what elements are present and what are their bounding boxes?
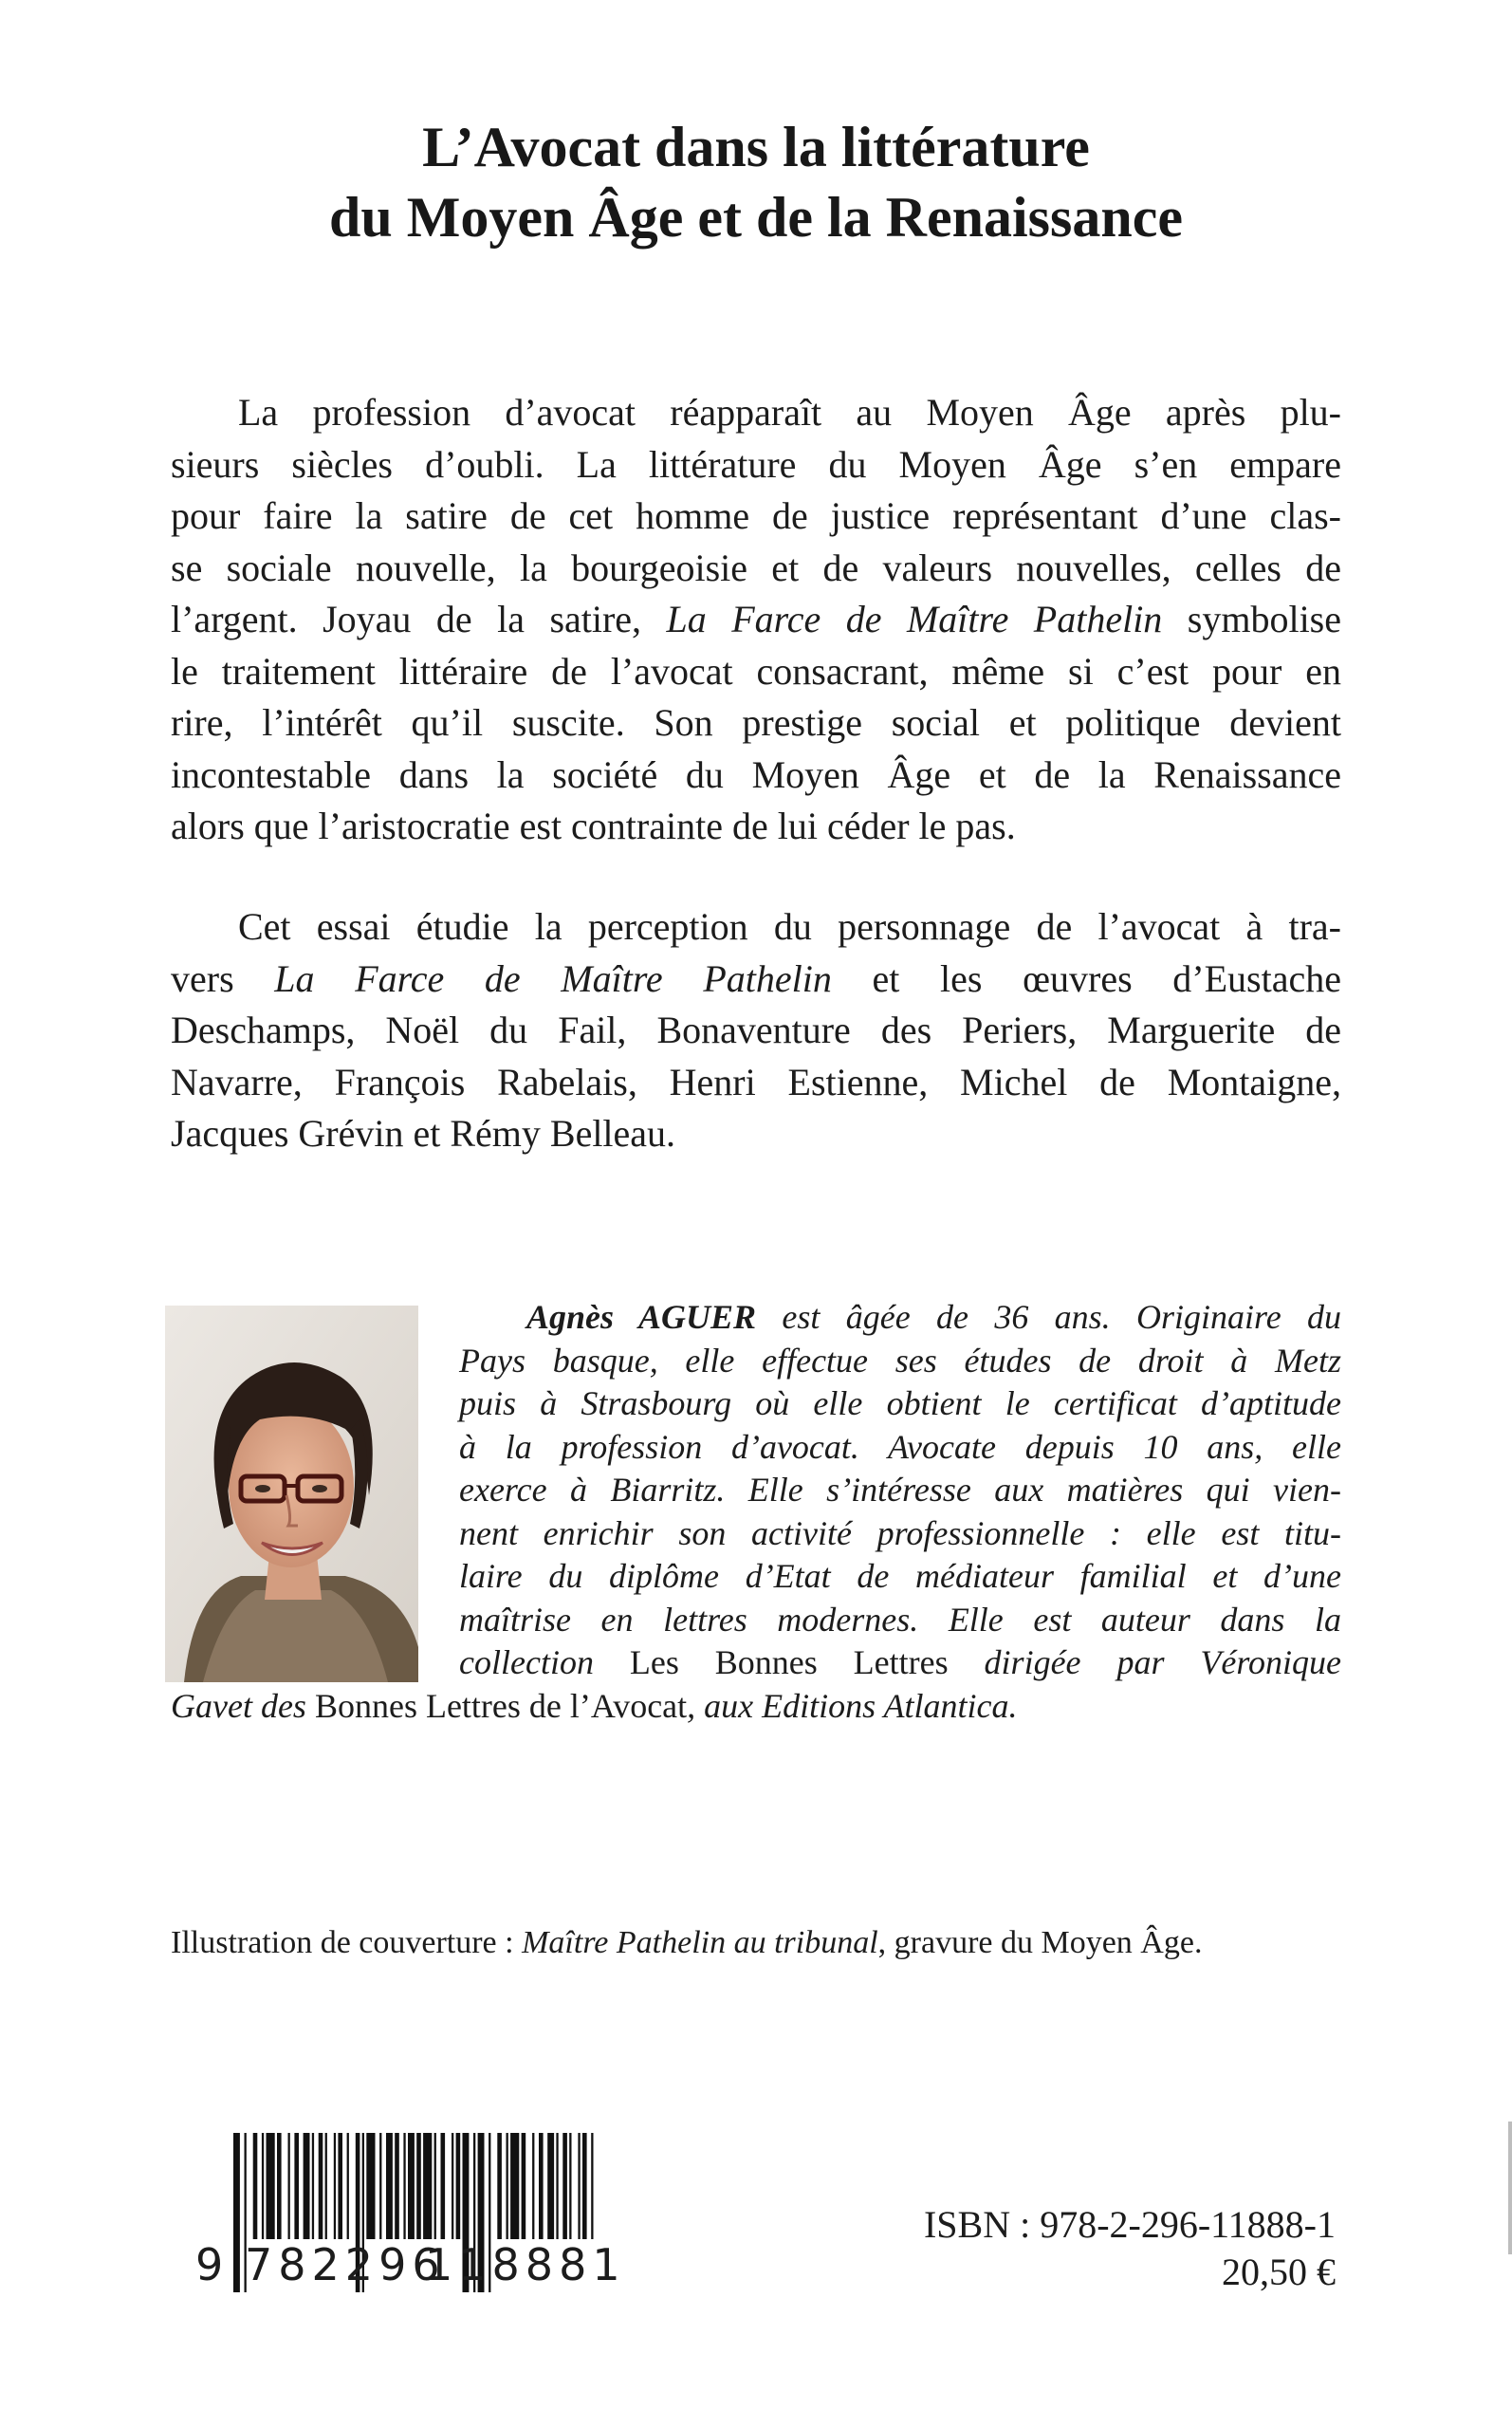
bio-line: laire du diplôme d’Etat de médiateur familial et d’une	[459, 1557, 1341, 1595]
summary-line: pour faire la satire de cet homme de justice représentant d’une clas-	[171, 494, 1341, 537]
summary-line: sieurs siècles d’oubli. La littérature du Moyen Âge s’en empare	[171, 442, 1341, 486]
summary-line: Deschamps, Noël du Fail, Bonaventure des Periers, Marguerite de	[171, 1009, 1341, 1051]
barcode-bar	[395, 2133, 399, 2239]
bio-text: , aux Editions Atlantica.	[687, 1686, 1018, 1725]
barcode-bar	[277, 2133, 282, 2239]
barcode-bar	[532, 2133, 534, 2239]
barcode-bar	[304, 2133, 310, 2239]
price: 20,50 €	[1222, 2251, 1336, 2293]
title-line-2: du Moyen Âge et de la Renaissance	[329, 186, 1183, 249]
title-line-1: L’Avocat dans la littérature	[422, 116, 1090, 178]
barcode-bar	[334, 2133, 336, 2239]
barcode-bar	[578, 2133, 580, 2239]
collection-name: Les Bonnes Lettres	[629, 1643, 949, 1681]
summary-line	[171, 594, 1341, 646]
barcode-bar	[569, 2133, 571, 2239]
barcode-bar	[403, 2133, 405, 2239]
summary-line: incontestable dans la société du Moyen Âge et de la Renaissance	[171, 752, 1341, 796]
barcode-bar	[312, 2133, 314, 2239]
summary-line: se sociale nouvelle, la bourgeoisie et de valeurs nouvelles, celles de	[171, 546, 1341, 589]
isbn-number: ISBN : 978-2-296-11888-1	[923, 2203, 1336, 2246]
barcode-bar	[441, 2133, 446, 2239]
bio-line: Pays basque, elle effectue ses études de droit à Metz	[459, 1341, 1341, 1380]
summary-line: Jacques Grévin et Rémy Belleau.	[171, 1112, 676, 1155]
summary-paragraph-1	[171, 387, 1341, 853]
barcode-bar	[338, 2133, 342, 2239]
author-bio	[171, 1296, 1341, 1728]
barcode-bar	[347, 2133, 349, 2239]
bio-line	[171, 1296, 1341, 1340]
credit-label: Illustration de couverture :	[171, 1925, 523, 1960]
barcode-bar	[366, 2133, 375, 2239]
summary-line: Cet essai étudie la perception du personnage de l’avocat à tra-	[238, 905, 1341, 948]
bio-line: nent enrichir son activité professionnelle : elle est titu-	[459, 1513, 1341, 1552]
bio-text: collection	[459, 1643, 630, 1681]
barcode-bar	[262, 2133, 264, 2239]
barcode-bar	[452, 2133, 453, 2239]
barcode-bar	[423, 2133, 432, 2239]
barcode-digit-group: 782296	[245, 2239, 446, 2290]
summary-paragraph-2	[171, 901, 1341, 1160]
barcode-bar	[522, 2133, 526, 2239]
bio-line: exerce à Biarritz. Elle s’intéresse aux matières qui vien-	[459, 1471, 1341, 1509]
barcode-bar	[253, 2133, 258, 2239]
summary-line: La profession d’avocat réapparaît au Moyen Âge après plu-	[238, 391, 1341, 434]
barcode-bar	[591, 2133, 593, 2239]
credit-description: , gravure du Moyen Âge.	[877, 1925, 1203, 1960]
barcode-bar	[539, 2133, 544, 2239]
barcode-bar	[294, 2133, 299, 2239]
barcode-bar	[434, 2133, 436, 2239]
barcode-bar	[562, 2133, 567, 2239]
work-title: La Farce de Maître Pathelin	[666, 598, 1163, 640]
summary-line: Navarre, François Rabelais, Henri Estienne, Michel de Montaigne,	[171, 1060, 1341, 1103]
work-title: La Farce de Maître Pathelin	[274, 956, 832, 1000]
barcode-bar	[325, 2133, 327, 2239]
bio-line	[171, 1641, 1341, 1685]
bio-text: est âgée de 36 ans. Originaire du	[756, 1298, 1342, 1336]
book-reference: Bonnes Lettres de l’Avocat	[314, 1686, 688, 1725]
illustration-title: Maître Pathelin au tribunal	[522, 1925, 878, 1960]
barcode-bar	[456, 2133, 461, 2239]
barcode-digit-group: 118881	[425, 2239, 626, 2290]
barcode-bar	[267, 2133, 275, 2239]
summary-text: vers	[171, 956, 275, 1000]
barcode-bar	[386, 2133, 393, 2239]
isbn-block	[924, 2201, 1336, 2296]
summary-text: l’argent. Joyau de la satire,	[171, 598, 667, 640]
barcode-bar	[582, 2133, 587, 2239]
edge-mark	[1508, 2122, 1512, 2254]
barcode-bar	[556, 2133, 558, 2239]
cover-illustration-credit	[171, 1922, 1404, 1964]
summary-line: rire, l’intérêt qu’il suscite. Son prestige social et politique devient	[171, 701, 1341, 744]
bio-line	[171, 1685, 1341, 1729]
barcode-bar	[547, 2133, 554, 2239]
summary-line: alors que l’aristocratie est contrainte de lui céder le pas.	[171, 805, 1016, 847]
bio-line: puis à Strasbourg où elle obtient le certificat d’aptitude	[459, 1384, 1341, 1422]
barcode-bar	[510, 2133, 519, 2239]
summary-text: et les œuvres d’Eustache	[831, 956, 1342, 1000]
barcode-bar	[507, 2133, 508, 2239]
bio-line: maîtrise en lettres modernes. Elle est auteur dans la	[459, 1600, 1341, 1639]
bio-text: dirigée par Véronique	[948, 1643, 1341, 1681]
summary-line: le traitement littéraire de l’avocat consacrant, même si c’est pour en	[171, 649, 1341, 693]
barcode-bar	[288, 2133, 290, 2239]
barcode-bar	[379, 2133, 381, 2239]
barcode-bar	[416, 2133, 421, 2239]
bio-line: à la profession d’avocat. Avocate depuis 10 ans, elle	[459, 1427, 1341, 1466]
summary-text: symbolise	[1162, 598, 1341, 640]
barcode-bar	[497, 2133, 502, 2239]
book-title	[0, 112, 1512, 252]
bio-text: Gavet des	[171, 1686, 315, 1725]
author-name: Agnès AGUER	[526, 1298, 757, 1336]
barcode-bar	[408, 2133, 415, 2239]
summary-line	[171, 954, 1341, 1006]
barcode-digit-group: 9	[195, 2239, 224, 2290]
barcode-bar	[319, 2133, 323, 2239]
barcode-digits	[195, 2239, 626, 2296]
